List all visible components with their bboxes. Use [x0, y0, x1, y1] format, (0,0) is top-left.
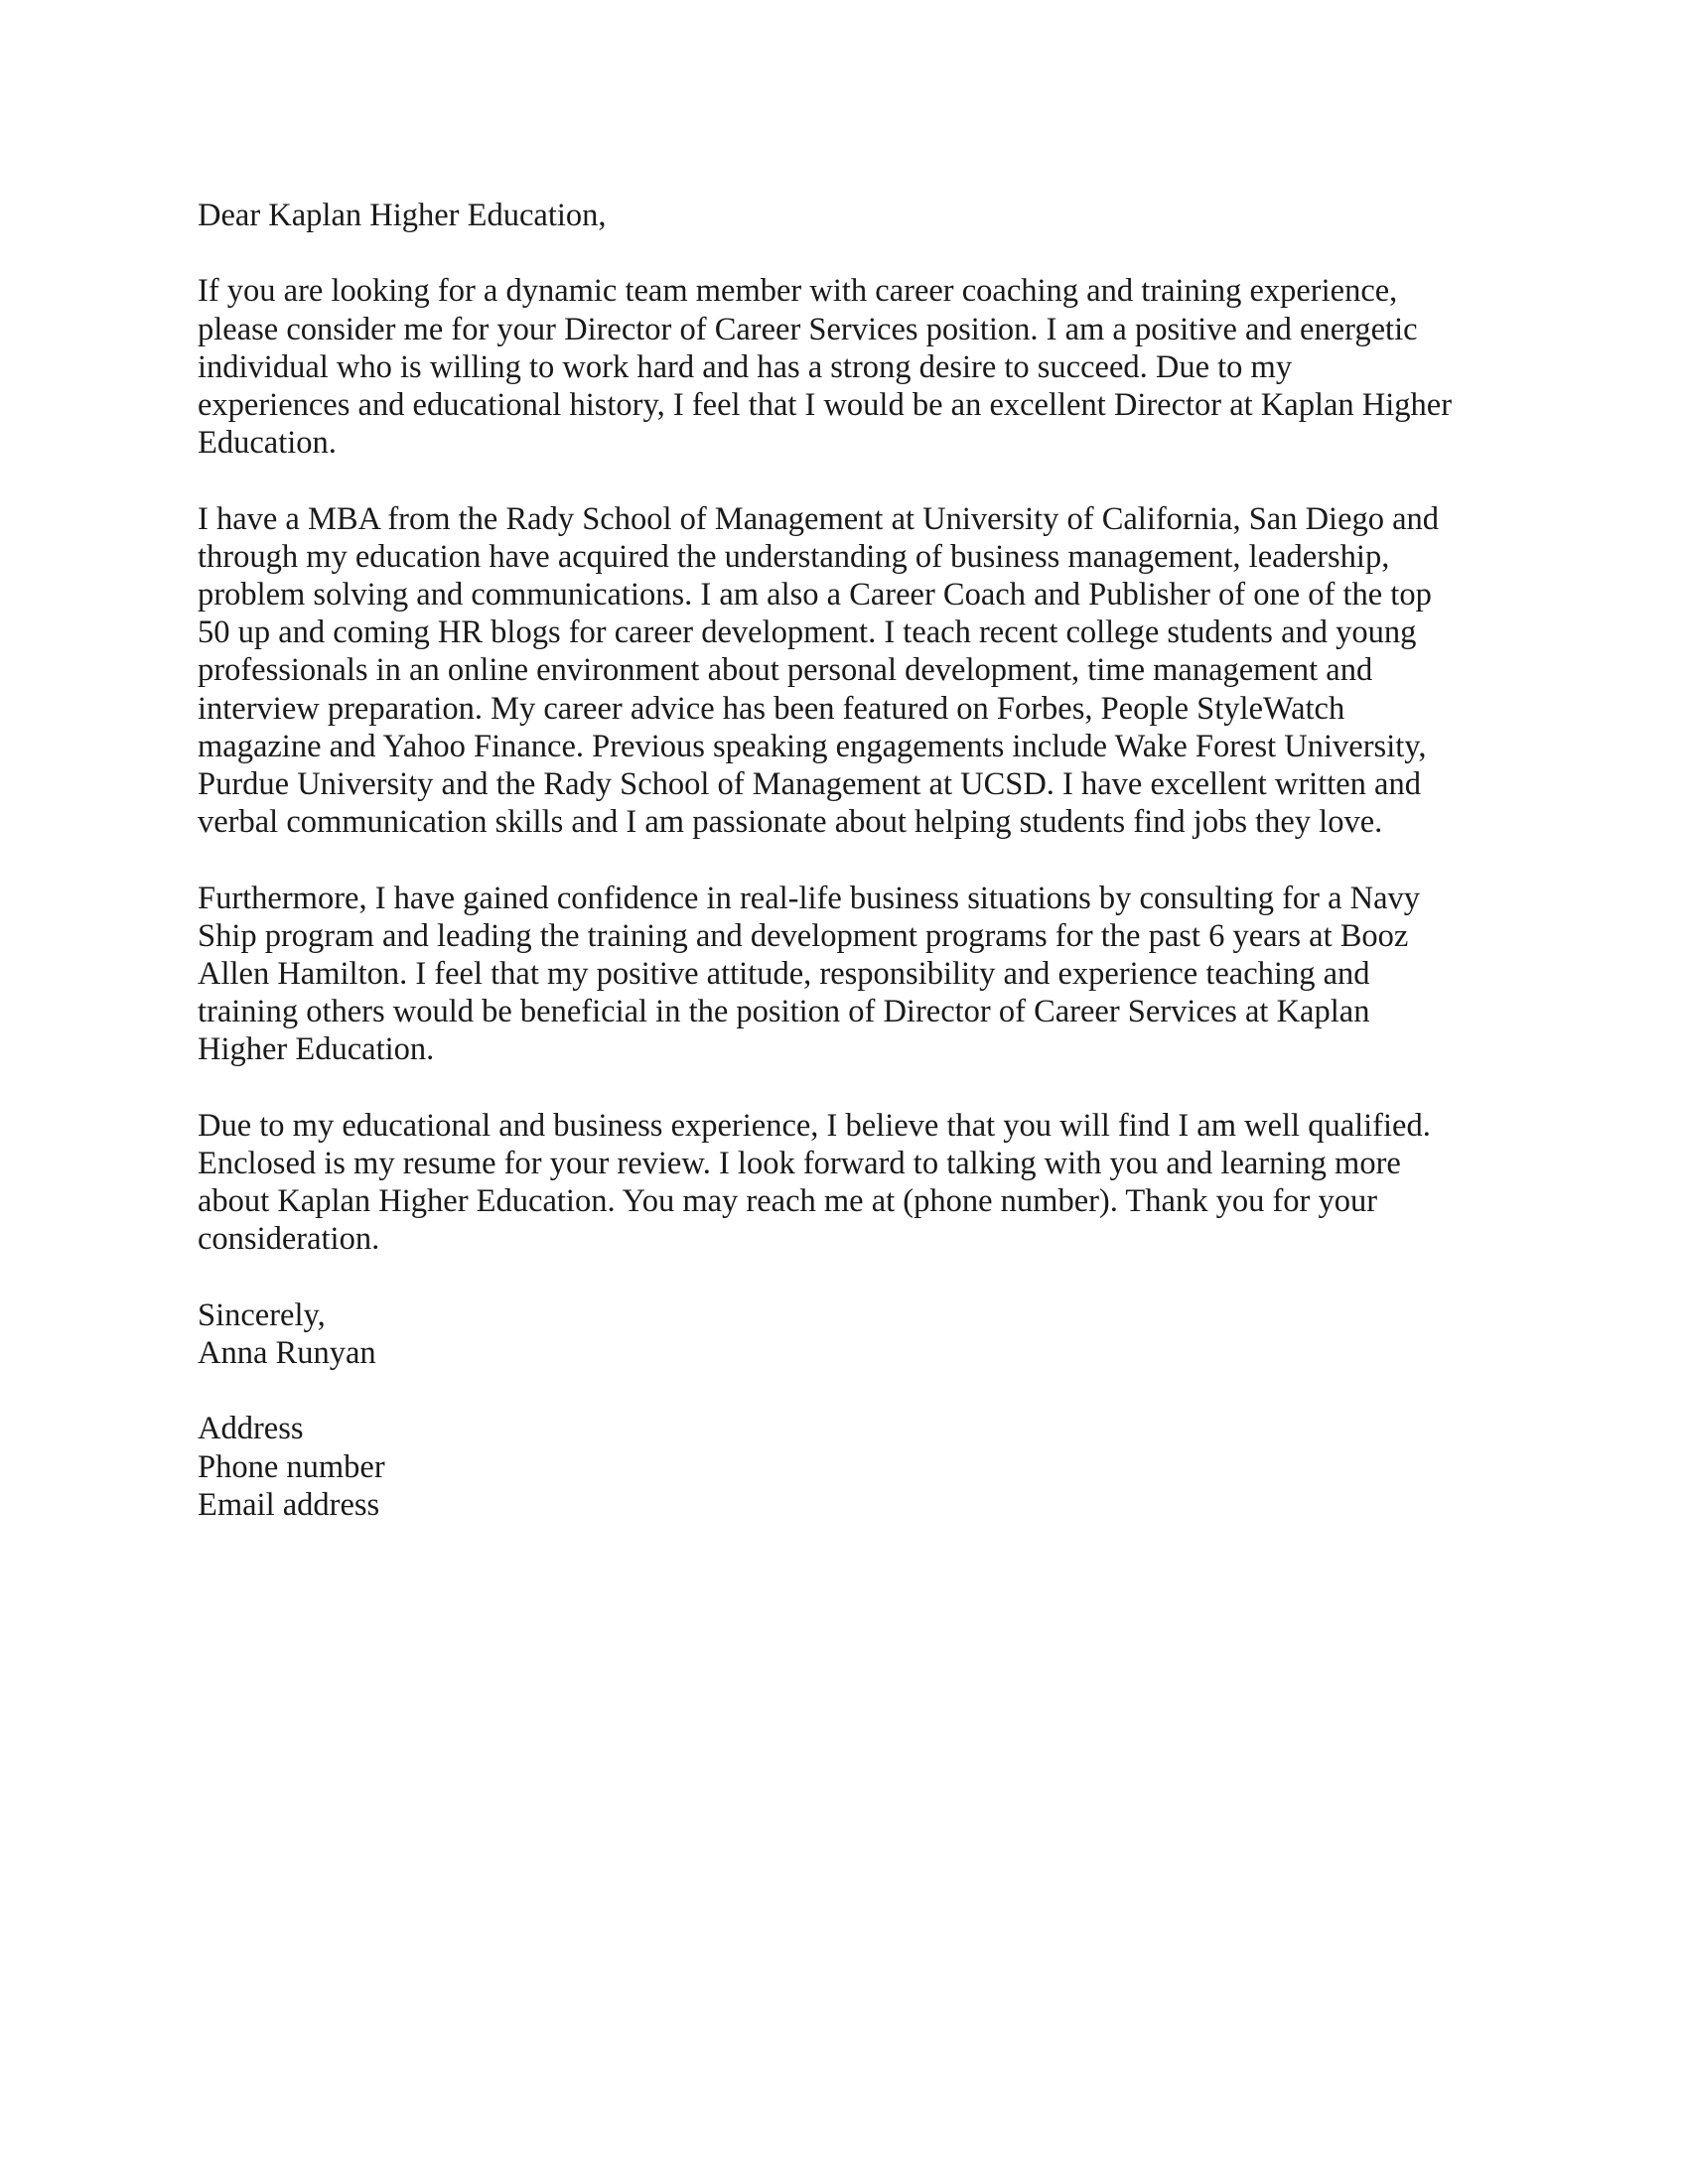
paragraph-line: Ship program and leading the training and development programs for the past 6 years at Booz — [198, 917, 1409, 954]
contact-address: Address — [198, 1411, 304, 1447]
paragraph-line: professionals in an online environment about personal development, time management and — [198, 652, 1373, 689]
paragraph-line: interview preparation. My career advice has been featured on Forbes, People StyleWatch — [198, 690, 1345, 727]
paragraph-line: Due to my educational and business experience, I believe that you will find I am well qualified. — [198, 1107, 1431, 1144]
paragraph-line: I have a MBA from the Rady School of Management at University of California, San Diego and — [198, 500, 1440, 537]
paragraph-line: Education. — [198, 425, 337, 462]
paragraph-line: please consider me for your Director of Career Services position. I am a positive and energetic — [198, 311, 1418, 347]
paragraph-line: training others would be beneficial in the position of Director of Career Services at Kaplan — [198, 994, 1370, 1030]
paragraph-line: If you are looking for a dynamic team member with career coaching and training experience, — [198, 273, 1398, 310]
paragraph-line: verbal communication skills and I am passionate about helping students find jobs they love. — [198, 804, 1383, 841]
contact-email: Email address — [198, 1486, 380, 1523]
paragraph-conclusion — [198, 1107, 1498, 1259]
paragraph-experience — [198, 880, 1498, 1069]
paragraph-line: magazine and Yahoo Finance. Previous speaking engagements include Wake Forest University, — [198, 728, 1427, 764]
signature-name: Anna Runyan — [198, 1335, 376, 1372]
paragraph-line: Furthermore, I have gained confidence in real-life business situations by consulting for a Navy — [198, 880, 1421, 916]
paragraph-line: experiences and educational history, I feel that I would be an excellent Director at Kaplan Higher — [198, 387, 1453, 423]
paragraph-line: about Kaplan Higher Education. You may reach me at (phone number). Thank you for your — [198, 1183, 1378, 1220]
paragraph-line: Enclosed is my resume for your review. I look forward to talking with you and learning more — [198, 1146, 1401, 1182]
paragraph-line: Higher Education. — [198, 1031, 435, 1068]
salutation — [198, 197, 1498, 234]
salutation-text: Dear Kaplan Higher Education, — [198, 198, 607, 233]
paragraph-line: Purdue University and the Rady School of Management at UCSD. I have excellent written and — [198, 766, 1421, 803]
paragraph-line: through my education have acquired the understanding of business management, leadership, — [198, 538, 1390, 575]
contact-phone: Phone number — [198, 1448, 385, 1485]
paragraph-line: 50 up and coming HR blogs for career development. I teach recent college students and young — [198, 614, 1417, 651]
cover-letter — [198, 197, 1498, 1524]
paragraph-line: consideration. — [198, 1221, 380, 1258]
contact-block — [198, 1410, 1498, 1524]
paragraph-intro — [198, 272, 1498, 462]
closing-block — [198, 1297, 1498, 1372]
paragraph-line: Allen Hamilton. I feel that my positive attitude, responsibility and experience teaching and — [198, 956, 1370, 993]
paragraph-line: individual who is willing to work hard and has a strong desire to succeed. Due to my — [198, 348, 1293, 385]
paragraph-qualifications — [198, 500, 1498, 842]
closing-text: Sincerely, — [198, 1297, 326, 1333]
paragraph-line: problem solving and communications. I am also a Career Coach and Publisher of one of the top — [198, 577, 1432, 613]
